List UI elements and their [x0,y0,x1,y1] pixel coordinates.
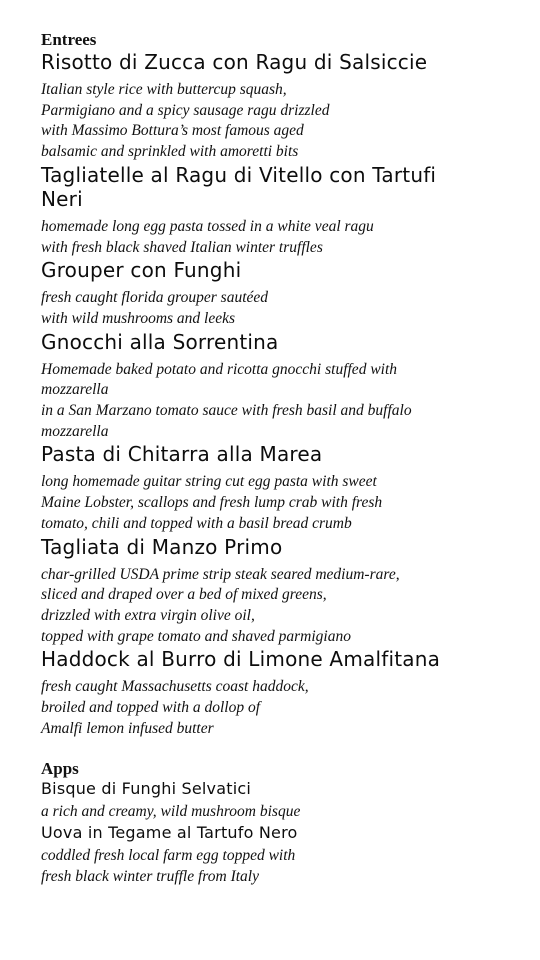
menu-item [41,50,521,163]
dish-name: Grouper con Funghi [41,258,242,283]
dish-name: Gnocchi alla Sorrentina [41,329,279,354]
dish-name: Bisque di Funghi Selvatici [41,779,251,799]
dish-name: Tagliatelle al Ragu di Vitello con Tartufi Neri [41,162,437,211]
menu-item [41,330,521,443]
dish-description: coddled fresh local farm egg topped with fresh black winter truffle from Italy [41,847,296,885]
menu-page [41,30,521,888]
dish-description: char-grilled USDA prime strip steak seared medium-rare, sliced and draped over a bed of mixed greens, drizzled with extra virgin olive oil, topped with grape tomato and shaved parmigiano [41,565,400,645]
entrees-heading: Entrees [41,30,97,49]
dish-description: homemade long egg pasta tossed in a white veal ragu with fresh black shaved Italian winter truffles [41,217,374,256]
dish-name: Uova in Tegame al Tartufo Nero [41,823,298,843]
dish-description: fresh caught florida grouper sautéed with wild mushrooms and leeks [41,289,269,327]
menu-item [41,647,521,739]
dish-description: a rich and creamy, wild mushroom bisque [41,803,301,821]
dish-description: long homemade guitar string cut egg pasta with sweet Maine Lobster, scallops and fresh lump crab with fresh tomato, chili and topped with a basil bread crumb [41,473,383,532]
menu-item [41,258,521,329]
menu-item [41,442,521,534]
dish-description: Italian style rice with buttercup squash, Parmigiano and a spicy sausage ragu drizzled with Massimo Bottura’s most famous aged balsamic and sprinkled with amoretti bits [41,81,330,161]
dish-name: Tagliata di Manzo Primo [41,534,283,559]
dish-description: Homemade baked potato and ricotta gnocchi stuffed with mozzarella in a San Marzano tomato sauce with fresh basil and buffalo mozzarella [41,360,412,440]
dish-name: Risotto di Zucca con Ragu di Salsiccie [41,50,428,74]
menu-item [41,535,521,648]
dish-description: fresh caught Massachusetts coast haddock, broiled and topped with a dollop of Amalfi lemon infused butter [41,678,309,737]
menu-item [41,163,521,258]
apps-heading: Apps [41,759,79,779]
menu-item [41,823,521,887]
dish-name: Pasta di Chitarra alla Marea [41,442,323,467]
menu-item [41,779,521,823]
dish-name: Haddock al Burro di Limone Amalfitana [41,647,441,672]
